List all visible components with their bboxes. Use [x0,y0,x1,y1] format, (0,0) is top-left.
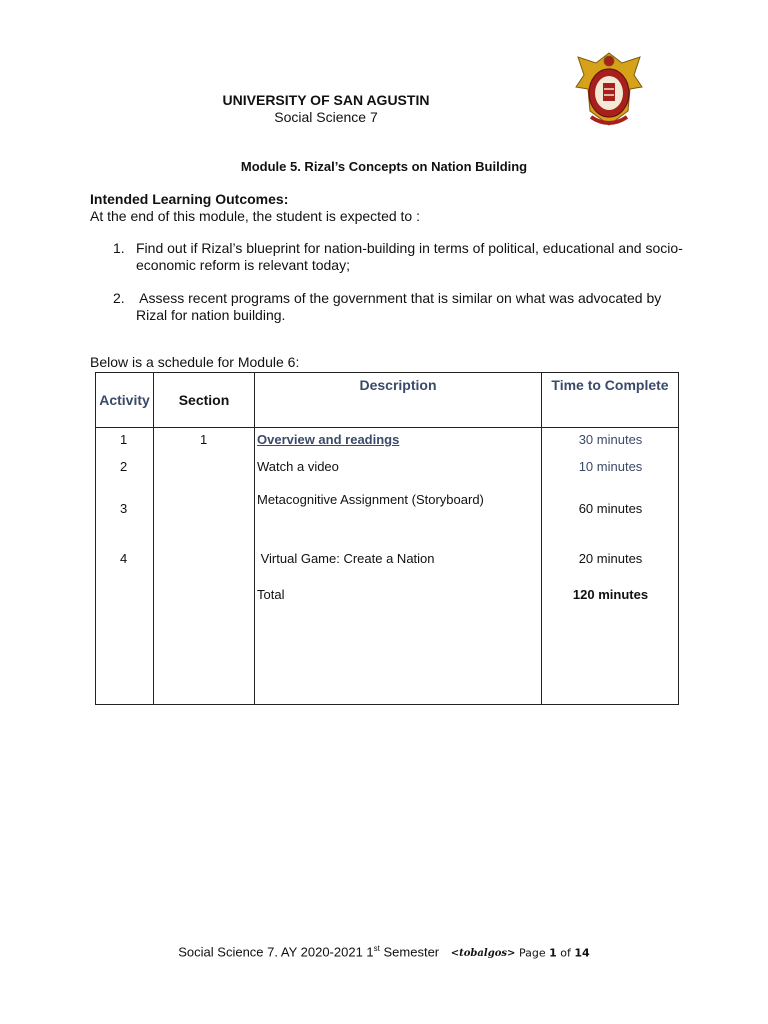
activity-description: Virtual Game: Create a Nation [257,551,435,566]
activity-number: 1 [120,432,128,447]
course-name: Social Science 7 [274,109,378,125]
activity-column-cell [96,428,154,705]
time-value: 10 minutes [578,459,643,474]
description-column-cell [255,428,542,705]
ilo-heading: Intended Learning Outcomes: [90,191,289,207]
activity-number: 4 [120,551,128,566]
module-title: Module 5. Rizal’s Concepts on Nation Building [240,159,528,174]
outcome-item-1 [113,240,683,273]
outcome-number: 2. [113,290,125,306]
column-header-time: Time to Complete [542,373,679,428]
table-header-row [96,373,679,428]
overview-readings-link[interactable]: Overview and readings [257,432,400,447]
section-column-cell [154,428,255,705]
time-value: 60 minutes [578,501,643,516]
schedule-label: Below is a schedule for Module 6: [90,354,300,370]
section-number: 1 [200,432,208,447]
page-number: 1 [549,946,557,960]
activity-number: 2 [120,459,128,474]
table-body-row [96,428,679,705]
total-label: Total [257,587,285,602]
outcome-text-line: Assess recent programs of the government that is similar on what was advocated by [136,290,662,306]
author-signature: <tobalgos> [450,948,516,960]
column-header-section: Section [154,373,255,428]
page-total: 14 [574,946,590,960]
schedule-table [95,372,679,705]
page-indicator [519,946,590,959]
footer-superscript: st [373,944,380,953]
page-label: Page [519,946,550,960]
time-value: 20 minutes [578,551,643,566]
ilo-intro: At the end of this module, the student is expected to : [90,208,420,224]
university-seal-logo [574,49,644,129]
outcome-text-line: economic reform is relevant today; [136,257,350,273]
footer-text: Social Science 7. AY 2020-2021 1 [178,944,374,960]
time-value: 30 minutes [578,432,643,447]
footer-semester: Semester [379,944,440,960]
outcome-text-line: Rizal for nation building. [136,307,286,323]
column-header-activity: Activity [96,373,154,428]
activity-number: 3 [120,501,128,516]
outcome-number: 1. [113,240,125,256]
page-footer [0,944,768,959]
column-header-description: Description [255,373,542,428]
time-column-cell [542,428,679,705]
outcome-item-2 [113,290,662,323]
page-of: of [556,946,575,960]
outcome-text-line: Find out if Rizal’s blueprint for nation-building in terms of political, educational and socio- [136,240,683,256]
total-value: 120 minutes [572,587,649,602]
university-title: UNIVERSITY OF SAN AGUSTIN [222,92,430,108]
activity-description: Metacognitive Assignment (Storyboard) [257,492,484,507]
activity-description: Watch a video [257,459,339,474]
